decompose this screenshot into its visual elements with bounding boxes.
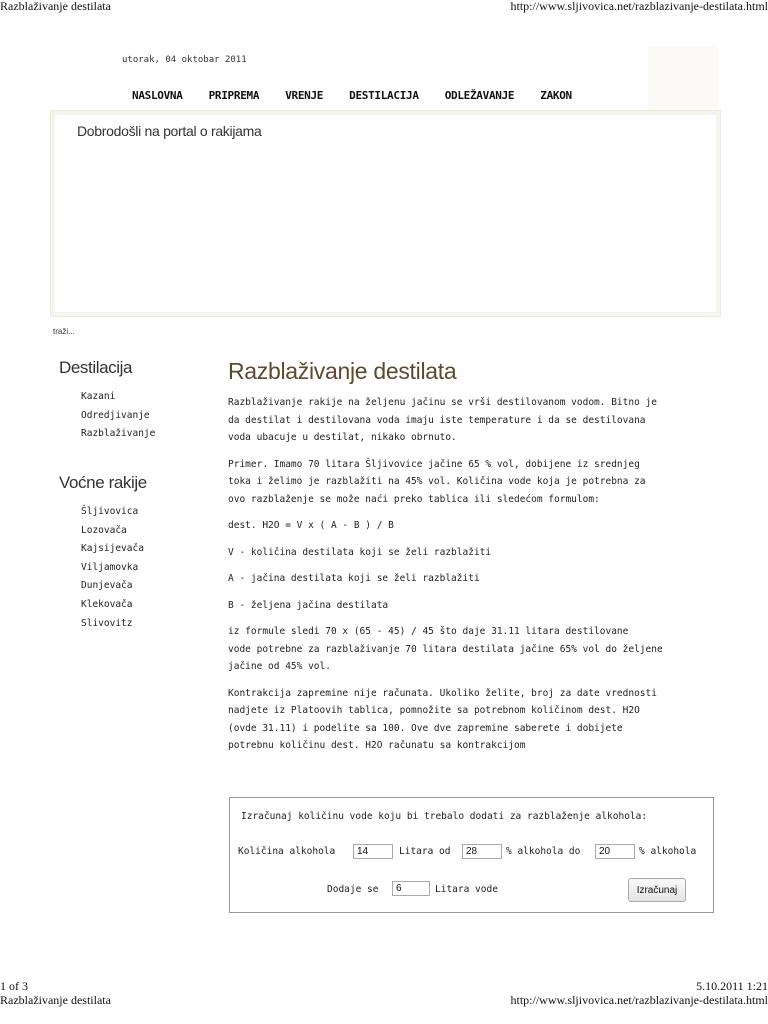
welcome-text: Dobrodošli na portal o rakijama [77,123,262,139]
nav-item-vrenje[interactable]: VRENJE [285,89,324,102]
strength-to-input[interactable] [595,844,635,859]
banner-inner [55,115,716,312]
paragraph-contraction-3: (ovde 31.11) i podelite sa 100. Ove dve zapremine saberete i dobijete [228,722,623,734]
nav-item-zakon[interactable]: ZAKON [540,89,572,102]
banner [50,110,721,317]
current-date: utorak, 04 oktobar 2011 [122,55,247,65]
sidebar-item-odredjivanje[interactable]: Odredjivanje [81,409,150,421]
result-input[interactable] [392,881,430,896]
corner-decoration [648,46,718,110]
print-header-url: http://www.sljivovica.net/razblazivanje-destilata.html [510,0,768,13]
sidebar-item-slivovitz[interactable]: Slivovitz [81,617,133,629]
print-footer-title: Razblaživanje destilata [0,993,111,1007]
paragraph-result-2: vode potrebne za razblaživanje 70 litara destilata jačine 65% vol do željene [228,643,663,655]
sidebar-item-viljamovka[interactable]: Viljamovka [81,561,139,573]
print-footer-date: 5.10.2011 1:21 [696,979,768,993]
paragraph-contraction-2: nadjete iz Platoovih tablica, pomnožite sa potrebnom količinom dest. H2O [228,705,640,716]
sidebar-item-dunjevaca[interactable]: Dunjevača [81,580,133,592]
nav-item-odlezavanje[interactable]: ODLEŽAVANJE [444,89,515,102]
label-liters-from: Litara od [399,846,451,857]
print-header-title: Razblaživanje destilata [0,0,111,13]
paragraph-intro-2: da destilat i destilovana voda imaju iste temperature i da se destilovana [228,414,646,426]
sidebar-heading-destilacija: Destilacija [59,358,133,377]
main-nav [132,89,598,102]
calculator-heading: Izračunaj količinu vode koju bi trebalo dodati za razblaženje alkohola: [241,811,648,822]
sidebar-item-kajsijevaca[interactable]: Kajsijevača [81,543,144,555]
dilution-calculator [229,797,714,913]
nav-item-naslovna[interactable]: NASLOVNA [132,89,183,102]
label-liters-water: Litara vode [435,884,498,895]
paragraph-example-2: toka i želimo je razblažiti na 45% vol. Količina vode koja je potrebna za [228,476,646,487]
search-input[interactable]: traži... [53,327,75,336]
paragraph-example-1: Primer. Imamo 70 litara Šljivovice jačine 65 % vol, dobijene iz srednjeg [228,458,640,470]
paragraph-contraction-1: Kontrakcija zapremine nije računata. Ukoliko želite, broj za date vrednosti [228,687,657,699]
definition-a: A - jačina destilata koji se želi razblažiti [228,573,480,584]
label-amount: Količina alkohola [238,846,336,857]
nav-item-destilacija[interactable]: DESTILACIJA [349,89,419,102]
paragraph-result-1: iz formule sledi 70 x (65 - 45) / 45 što daje 31.11 litara destilovane [228,626,629,637]
label-alc: % alkohola [639,846,697,857]
paragraph-intro-1: Razblaživanje rakije na željenu jačinu se vrši destilovanom vodom. Bitno je [228,397,657,408]
paragraph-intro-3: voda ubacuje u destilat, nikako obrnuto. [228,432,457,443]
sidebar-item-sljivovica[interactable]: Šljivovica [81,506,139,517]
paragraph-example-3: ovo razblaženje se može naći preko tablica ili sledećom formulom: [228,493,600,505]
sidebar-heading-vocne-rakije: Voćne rakije [59,473,147,492]
sidebar-list-vocne-rakije [81,503,144,633]
strength-from-input[interactable] [462,844,502,859]
paragraph-contraction-4: potrebnu količinu dest. H2O računatu sa kontrakcijom [228,740,526,751]
page-title: Razblaživanje destilata [228,358,457,384]
amount-input[interactable] [353,844,393,859]
paragraph-result-3: jačine od 45% vol. [228,661,331,672]
calculate-button[interactable]: Izračunaj [628,878,686,902]
sidebar-item-razblazivanje[interactable]: Razblaživanje [81,428,156,440]
definition-b: B - željena jačina destilata [228,599,389,611]
label-add: Dodaje se [327,884,379,895]
label-alc-to: % alkohola do [506,846,581,857]
definition-v: V - količina destilata koji se želi razblažiti [228,546,492,558]
sidebar-list-destilacija [81,388,155,444]
print-footer-page: 1 of 3 [0,979,28,993]
formula: dest. H2O = V x ( A - B ) / B [228,520,394,531]
sidebar-item-lozovaca[interactable]: Lozovača [81,524,127,536]
sidebar-item-klekovaca[interactable]: Klekovača [81,598,133,610]
print-footer-url: http://www.sljivovica.net/razblazivanje-destilata.html [510,993,768,1007]
sidebar-item-kazani[interactable]: Kazani [81,391,116,402]
nav-item-priprema[interactable]: PRIPREMA [208,89,260,102]
article-body [228,394,723,755]
